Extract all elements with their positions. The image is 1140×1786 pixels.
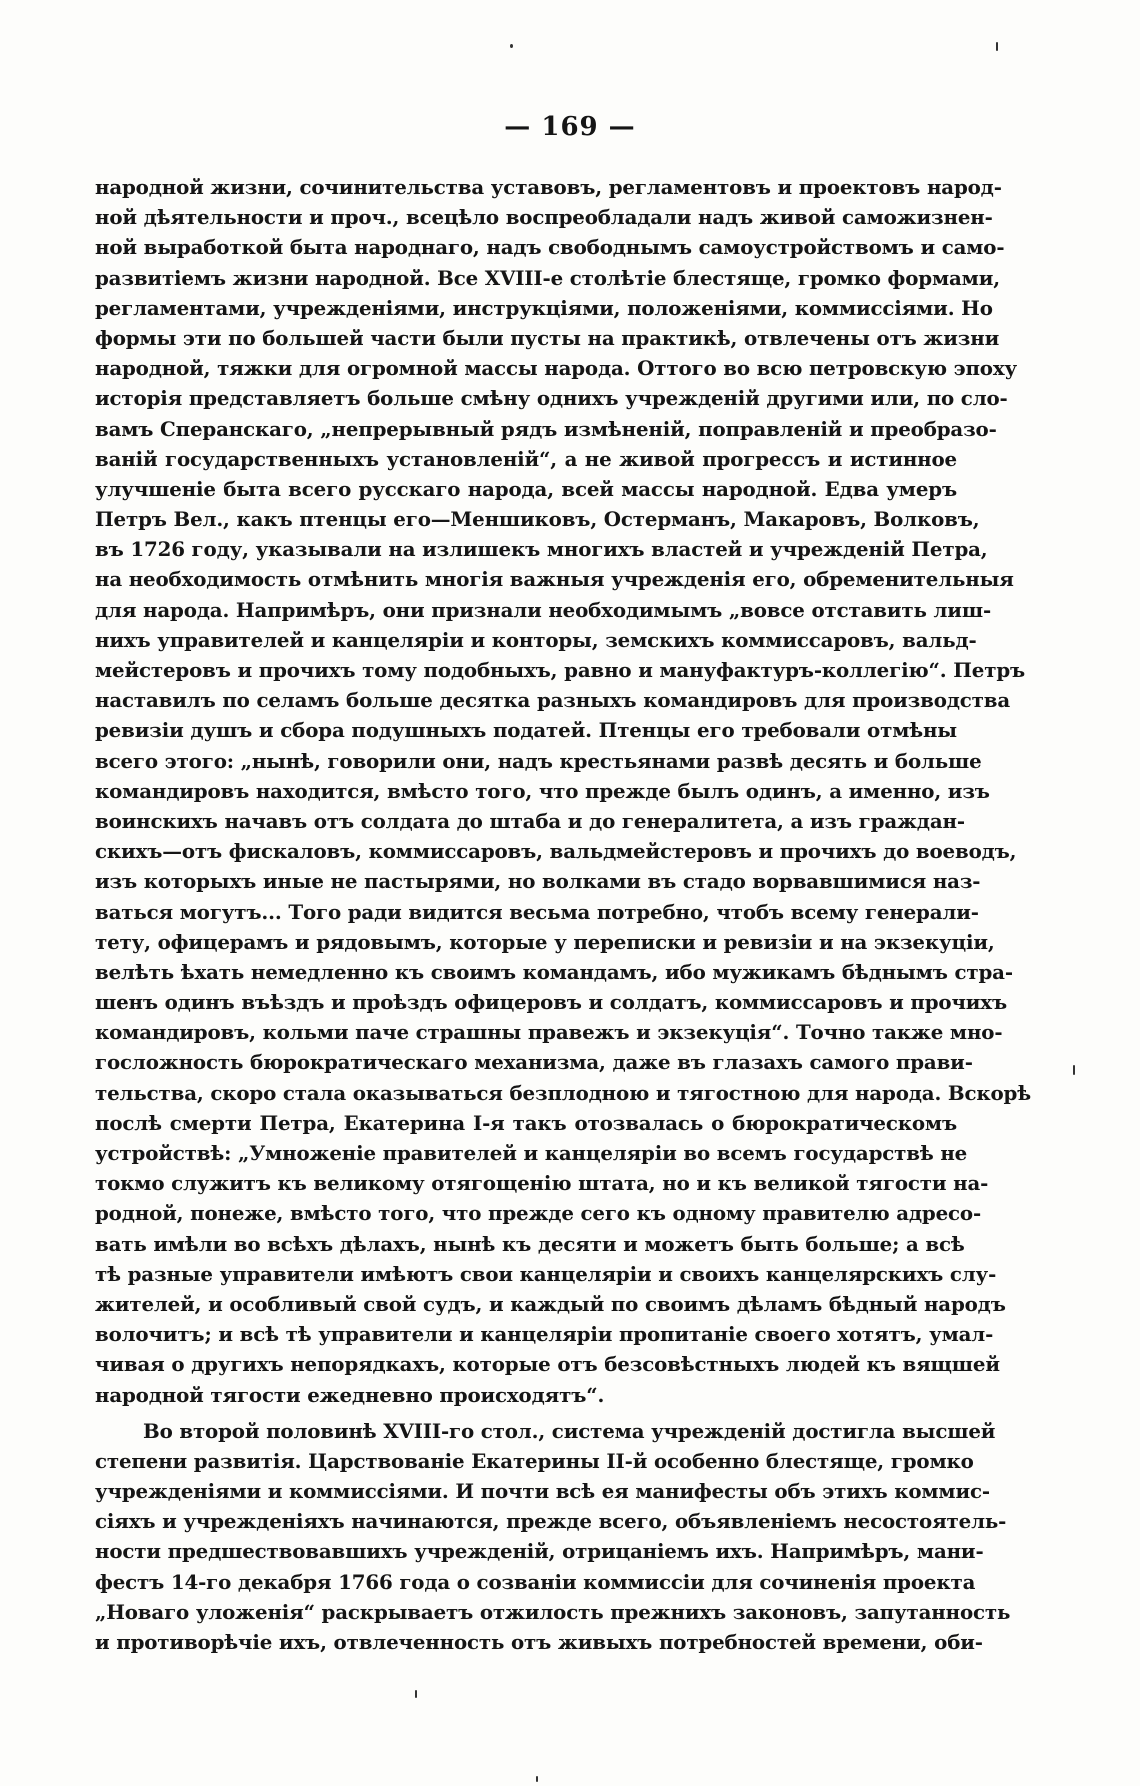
text-line: изъ которыхъ иные не пастырями, но волками въ стадо ворвавшимися наз- [95,869,981,894]
text-line: фестъ 14-го декабря 1766 года о созваніи коммиссіи для сочиненія проекта [95,1569,976,1594]
text-line: на необходимость отмѣнить многія важныя учрежденія его, обременительныя [95,567,1014,592]
text-line: всего этого: „нынѣ, говорили они, надъ крестьянами развѣ десять и больше [95,748,982,773]
text-line: ваній государственныхъ установленій“, а не живой прогрессъ и истинное [95,446,957,471]
text-line: исторія представляетъ больше смѣну однихъ учрежденій другими или, по сло- [95,386,1008,411]
text-line: шенъ одинъ въѣздъ и проѣздъ офицеровъ и солдатъ, коммиссаровъ и прочихъ [95,990,1007,1015]
paragraph-start-line: Во второй половинѣ XVIII-го стол., система учрежденій достигла высшей [143,1418,996,1443]
print-speck [415,1690,417,1698]
print-speck [536,1776,538,1782]
text-line: токмо служитъ къ великому отягощенію штата, но и къ великой тягости на- [95,1171,989,1196]
text-line: вать имѣли во всѣхъ дѣлахъ, нынѣ къ десяти и можетъ быть больше; а всѣ [95,1231,965,1256]
print-speck [996,42,998,51]
text-line: ной выработкой быта народнаго, надъ свободнымъ самоустройствомъ и само- [95,235,1005,260]
text-line: нихъ управителей и канцеляріи и конторы, земскихъ коммиссаровъ, вальд- [95,627,977,652]
text-line [95,1657,957,1687]
text-line: тельства, скоро стала оказываться безплодною и тягостною для народа. Вскорѣ [95,1080,1031,1105]
text-line: ревизіи душъ и сбора подушныхъ податей. Птенцы его требовали отмѣны [95,718,957,743]
text-line: въ 1726 году, указывали на излишекъ многихъ властей и учрежденій Петра, [95,537,988,562]
text-line: скихъ—отъ фискаловъ, коммиссаровъ, вальдмейстеровъ и прочихъ до воеводъ, [95,839,1017,864]
print-speck [1073,1065,1075,1075]
text-line: ности предшествовавшихъ учрежденій, отрицаніемъ ихъ. Напримѣръ, мани- [95,1539,984,1564]
body-text [95,172,1031,1687]
text-line: народной, тяжки для огромной массы народа. Оттого во всю петровскую эпоху [95,356,1018,381]
text-line: и противорѣчіе ихъ, отвлеченность отъ живыхъ потребностей времени, оби- [95,1630,983,1654]
text-line: волочитъ; и всѣ тѣ управители и канцеляріи пропитаніе своего хотятъ, умал- [95,1322,994,1347]
text-line: формы эти по большей части были пусты на практикѣ, отвлечены отъ жизни [95,325,1000,350]
text-line: мейстеровъ и прочихъ тому подобныхъ, равно и мануфактуръ-коллегію“. Петръ [95,658,1026,682]
text-line: ной дѣятельности и проч., всецѣло воспреобладали надъ живой саможизнен- [95,205,993,230]
text-line: воинскихъ начавъ отъ солдата до штаба и до генералитета, а изъ граждан- [95,808,965,833]
text-line: велѣть ѣхать немедленно къ своимъ командамъ, ибо мужикамъ бѣднымъ стра- [95,959,1013,984]
text-line: учрежденіями и коммиссіями. И почти всѣ ея манифесты объ этихъ коммис- [95,1479,990,1504]
text-line: родной, понеже, вмѣсто того, что прежде сего къ одному правителю адресо- [95,1201,982,1226]
text-line: регламентами, учрежденіями, инструкціями, положеніями, коммиссіями. Но [95,295,993,320]
text-line: командировъ, кольми паче страшны правежъ и экзекуція“. Точно также мно- [95,1020,1003,1045]
print-speck [510,44,513,48]
text-line: послѣ смерти Петра, Екатерина I-я такъ отозвалась о бюрократическомъ [95,1110,957,1135]
text-line: ваться могутъ... Того ради видится весьма потребно, чтобъ всему генерали- [95,899,979,924]
text-line: жителей, и особливый свой судъ, и каждый по своимъ дѣламъ бѣдный народъ [95,1291,1006,1316]
text-line: улучшеніе быта всего русскаго народа, всей массы народной. Едва умеръ [95,476,957,501]
text-line: народной жизни, сочинительства уставовъ, регламентовъ и проектовъ народ- [95,175,1002,199]
text-line: вамъ Сперанскаго, „непрерывный рядъ измѣненій, поправленій и преобразо- [95,416,997,441]
text-line: тѣ разные управители имѣютъ свои канцеляріи и своихъ канцелярскихъ слу- [95,1261,997,1286]
text-line: госложность бюрократическаго механизма, даже въ глазахъ самого прави- [95,1050,973,1075]
text-line: степени развитія. Царствованіе Екатерины II-й особенно блестяще, громко [95,1448,974,1473]
text-line: развитіемъ жизни народной. Все XVIII-е столѣтіе блестяще, громко формами, [95,265,1000,290]
text-line: наставилъ по селамъ больше десятка разныхъ командировъ для производства [95,688,1011,713]
paragraph-end-line: народной тягости ежедневно происходятъ“. [95,1382,605,1407]
text-line: для народа. Напримѣръ, они признали необходимымъ „вовсе отставить лиш- [95,597,991,622]
text-line: тету, офицерамъ и рядовымъ, которые у переписки и ревизіи и на экзекуціи, [95,929,995,954]
text-line: командировъ находится, вмѣсто того, что прежде былъ одинъ, а именно, изъ [95,778,990,803]
text-line: сіяхъ и учрежденіяхъ начинаются, прежде всего, объявленіемъ несостоятель- [95,1509,1007,1534]
text-line: „Новаго уложенія“ раскрываетъ отжилость прежнихъ законовъ, запутанность [95,1599,1011,1624]
text-line: Петръ Вел., какъ птенцы его—Меншиковъ, Остерманъ, Макаровъ, Волковъ, [95,507,980,532]
text-line: устройствѣ: „Умноженіе правителей и канцеляріи во всемъ государствѣ не [95,1141,968,1165]
page-number: — 169 — [504,112,636,142]
text-line: чивая о другихъ непорядкахъ, которые отъ безсовѣстныхъ людей къ вящшей [95,1352,1000,1377]
